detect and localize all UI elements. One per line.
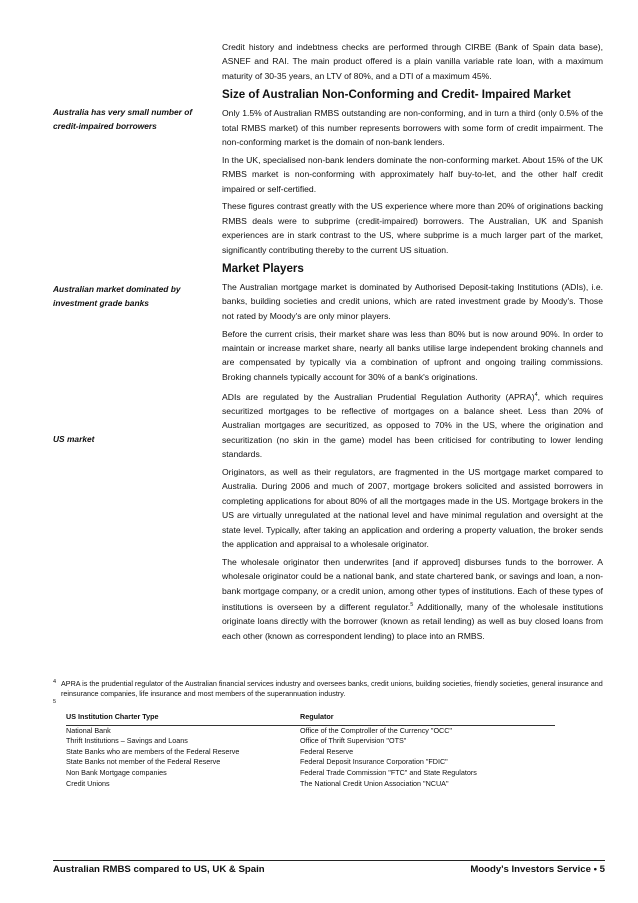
paragraph-non-conforming-share: Only 1.5% of Australian RMBS outstanding are non-conforming, and in turn a third (only 0.5% of the total RMBS market) of this number represents borrowers with some form of credit impairment. The non-conforming market is the domain of non-bank lenders. [222, 108, 603, 148]
footnote-ref-4[interactable]: 4 [534, 391, 538, 398]
footer-document-title: Australian RMBS compared to US, UK & Spain [53, 864, 265, 875]
table-cell: Federal Reserve [300, 746, 354, 756]
table-cell: Thrift Institutions – Savings and Loans [66, 736, 188, 746]
table-cell: Non Bank Mortgage companies [66, 767, 167, 777]
table-header-row [66, 710, 555, 725]
table-row [66, 725, 555, 736]
section-heading-market-players: Market Players [222, 262, 304, 276]
paragraph-apra-regulation: ADIs are regulated by the Australian Prudential Regulation Authority (APRA)$^4$, which requires securitized mortgages to be reflective of mortgages on a balance sheet. Less than 20% of Australian mortgages are securitized, as opposed to 70% in the US, where the origination and securitization (no skin in the game) model has been criticised for contributing to lower lending standards. [222, 391, 603, 460]
section-heading-size-market: Size of Australian Non-Conforming and Credit- Impaired Market [222, 88, 571, 102]
margin-note-credit-impaired: Australia has very small number of credit-impaired borrowers [53, 107, 193, 132]
table-cell: Federal Deposit Insurance Corporation "FDIC" [300, 757, 448, 767]
table-row [66, 747, 555, 758]
table-cell: Federal Trade Commission "FTC" and State Regulators [300, 767, 477, 777]
column-header-charter-type: US Institution Charter Type [66, 710, 300, 725]
paragraph-uk-market: In the UK, specialised non-bank lenders dominate the non-conforming market. About 15% of the UK RMBS market is non-conforming with approximately half buy-to-let, and the other half credit impaired or self-certified. [222, 154, 603, 194]
paragraph-adi-dominance: The Australian mortgage market is dominated by Authorised Deposit-taking Institutions (ADIs), i.e. banks, building societies and credit unions, which are rated investment grade by Moody's. Those not rated by Moody's are only minor players. [222, 282, 603, 321]
table-cell: Credit Unions [66, 778, 110, 788]
footnotes [53, 679, 605, 709]
footnote-ref-5[interactable]: 5 [410, 602, 414, 609]
table-row [66, 768, 555, 779]
paragraph-wholesale-originator: The wholesale originator then underwrites [and if approved] disburses funds to the borrower. A wholesale originator could be a national bank, and state chartered bank, or savings and loan, a non-bank mortgage company, or a credit union, among other types of institutions. Each of these types of institutions is overseen by a different regulator.$^5$ Additionally, many of the wholesale institutions originate loans directly with the borrower (known as retail lending) as well as buy closed loans from each other (known as correspondent lending) to place into an RMBS. [222, 556, 603, 641]
margin-note-investment-grade: Australian market dominated by investment grade banks [53, 284, 181, 309]
paragraph-market-share: Before the current crisis, their market share was less than 80% but is now around 90%. In order to maintain or increase market share, nearly all banks utilise large independent broking channels and are compensated by typically via a combination of upfront and ongoing trailing commissions. Broking channels typically account for 30% of a bank's originations. [222, 328, 603, 382]
table-cell: Office of Thrift Supervision "OTS" [300, 736, 407, 746]
regulator-table [66, 710, 555, 789]
table-cell: The National Credit Union Association "NCUA" [300, 778, 449, 788]
table-row [66, 779, 555, 790]
footnote-5: 5 [53, 699, 57, 705]
table-row [66, 736, 555, 747]
column-header-regulator: Regulator [300, 710, 555, 725]
margin-note-us-market: US market [53, 434, 95, 444]
intro-paragraph: Credit history and indebtness checks are performed through CIRBE (Bank of Spain data base), ASNEF and RAI. The main product offered is a plain vanilla variable rate loan, with a maximum maturity of 30-35 years, an LTV of 80%, and a DTI of a maximum 45%. [222, 42, 603, 81]
intro-block [222, 40, 603, 646]
paragraph-us-contrast: These figures contrast greatly with the US experience where more than 20% of originations backing RMBS deals were to subprime (credit-impaired) borrowers. The Australian, UK and Spanish experiences are in stark contrast to the US, where subprime is a much larger part of the market, significantly contributing thereby to the current US situation. [222, 201, 603, 255]
table-cell: State Banks who are members of the Federal Reserve [66, 746, 240, 756]
table-cell: Office of the Comptroller of the Currency "OCC" [300, 725, 452, 735]
table-row [66, 757, 555, 768]
paragraph-us-originators: Originators, as well as their regulators, are fragmented in the US mortgage market compared to Australia. During 2006 and much of 2007, mortgage brokers solicited and assisted borrowers in completing applications for about 80% of all the mortgages made in the US. Mortgage brokers in the US are virtually unregulated at the national level and have minimal regulation and oversight at the state level. Typically, after taking an application and ordering a property valuation, the broker sends the application and appraisal to a wholesale originator. [222, 466, 603, 549]
footer-divider [53, 860, 605, 861]
footnote-4: 4 APRA is the prudential regulator of the Australian financial services industry and oversees banks, credit unions, building societies, friendly societies, general insurance and reinsurance companies, life insurance and most members of the superannuation industry. [53, 679, 603, 698]
table-cell: National Bank [66, 725, 111, 735]
footer-page-number: Moody's Investors Service • 5 [470, 864, 605, 875]
table-cell: State Banks not member of the Federal Reserve [66, 757, 221, 767]
